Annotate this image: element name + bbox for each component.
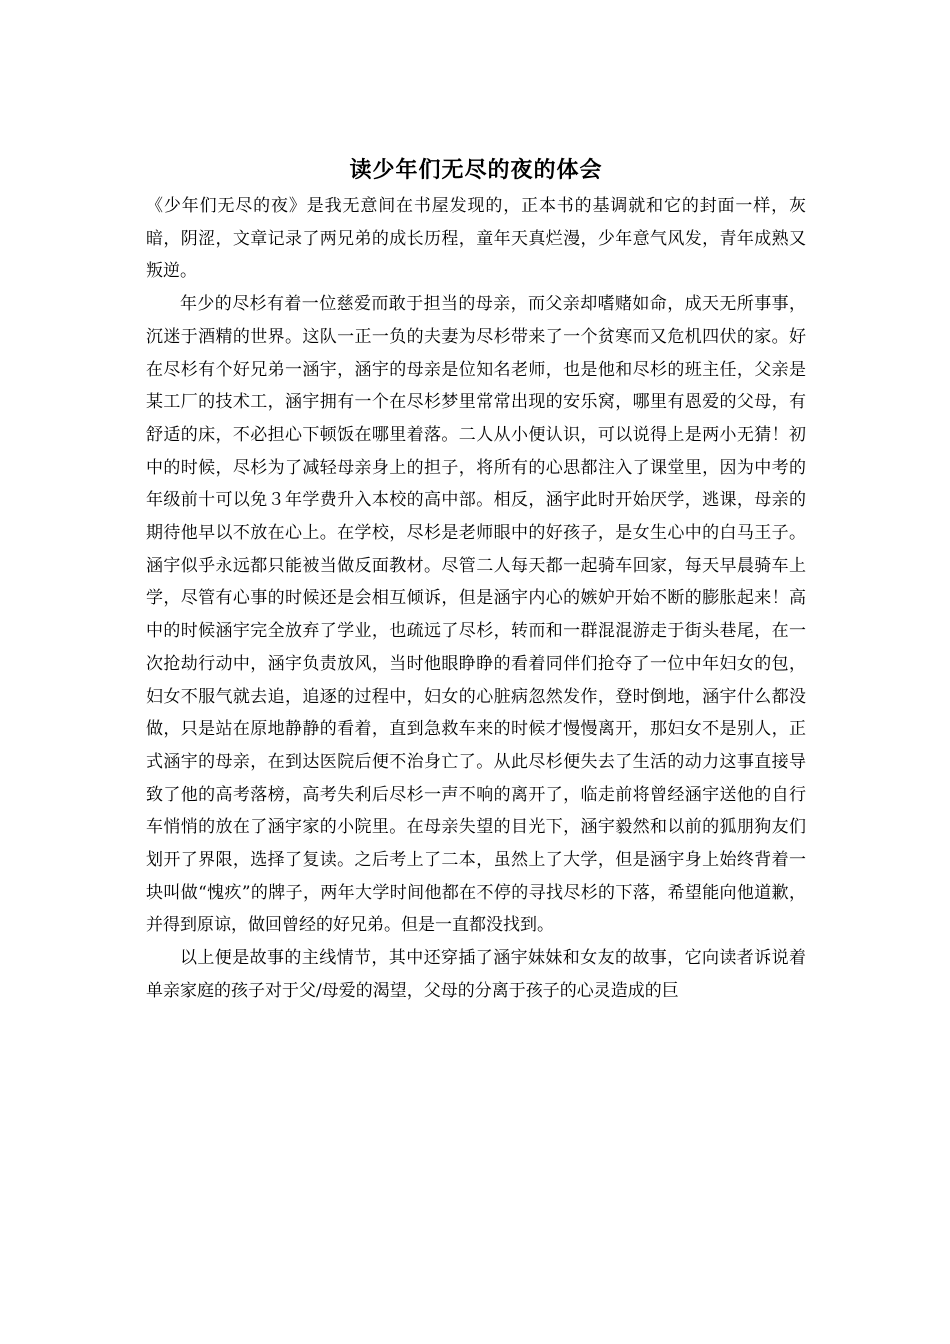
document-title: 读少年们无尽的夜的体会 xyxy=(349,157,603,183)
document-page xyxy=(146,150,806,1008)
paragraph-summary: 以上便是故事的主线情节，其中还穿插了涵宇妹妹和女友的故事，它向读者诉说着单亲家庭的孩子对于父/母爱的渴望，父母的分离于孩子的心灵造成的巨 xyxy=(146,948,806,1001)
paragraph-intro: 《少年们无尽的夜》是我无意间在书屋发现的，正本书的基调就和它的封面一样，灰暗，阴涩，文章记录了两兄弟的成长历程，童年天真烂漫，少年意气风发，青年成熟又叛逆。 xyxy=(146,196,806,282)
paragraph-plot: 年少的尽杉有着一位慈爱而敢于担当的母亲，而父亲却嗜赌如命，成天无所事事，沉迷于酒精的世界。这队一正一负的夫妻为尽杉带来了一个贫寒而又危机四伏的家。好在尽杉有个好兄弟一涵宇，涵宇的母亲是位知名老师，也是他和尽杉的班主任，父亲是某工厂的技术工，涵宇拥有一个在尽杉梦里常常出现的安乐窝，哪里有恩爱的父母，有舒适的床，不必担心下顿饭在哪里着落。二人从小便认识，可以说得上是两小无猜！初中的时候，尽杉为了减轻母亲身上的担子，将所有的心思都注入了课堂里，因为中考的年级前十可以免３年学费升入本校的高中部。相反，涵宇此时开始厌学，逃课，母亲的期待他早以不放在心上。在学校，尽杉是老师眼中的好孩子，是女生心中的白马王子。涵宇似乎永远都只能被当做反面教材。尽管二人每天都一起骑车回家，每天早晨骑车上学，尽管有心事的时候还是会相互倾诉，但是涵宇内心的嫉妒开始不断的膨胀起来！高中的时候涵宇完全放弃了学业，也疏远了尽杉，转而和一群混混游走于街头巷尾，在一次抢劫行动中，涵宇负责放风，当时他眼睁睁的看着同伴们抢夺了一位中年妇女的包，妇女不服气就去追，追逐的过程中，妇女的心脏病忽然发作，登时倒地，涵宇什么都没做，只是站在原地静静的看着，直到急救车来的时候才慢慢离开，那妇女不是别人，正式涵宇的母亲，在到达医院后便不治身亡了。从此尽杉便失去了生活的动力这事直接导致了他的高考落榜，高考失利后尽杉一声不响的离开了，临走前将曾经涵宇送他的自行车悄悄的放在了涵宇家的小院里。在母亲失望的目光下，涵宇毅然和以前的狐朋狗友们划开了界限，选择了复读。之后考上了二本，虽然上了大学，但是涵宇身上始终背着一块叫做“愧疚”的牌子，两年大学时间他都在不停的寻找尽杉的下落，希望能向他道歉，并得到原谅，做回曾经的好兄弟。但是一直都没找到。 xyxy=(146,294,806,936)
